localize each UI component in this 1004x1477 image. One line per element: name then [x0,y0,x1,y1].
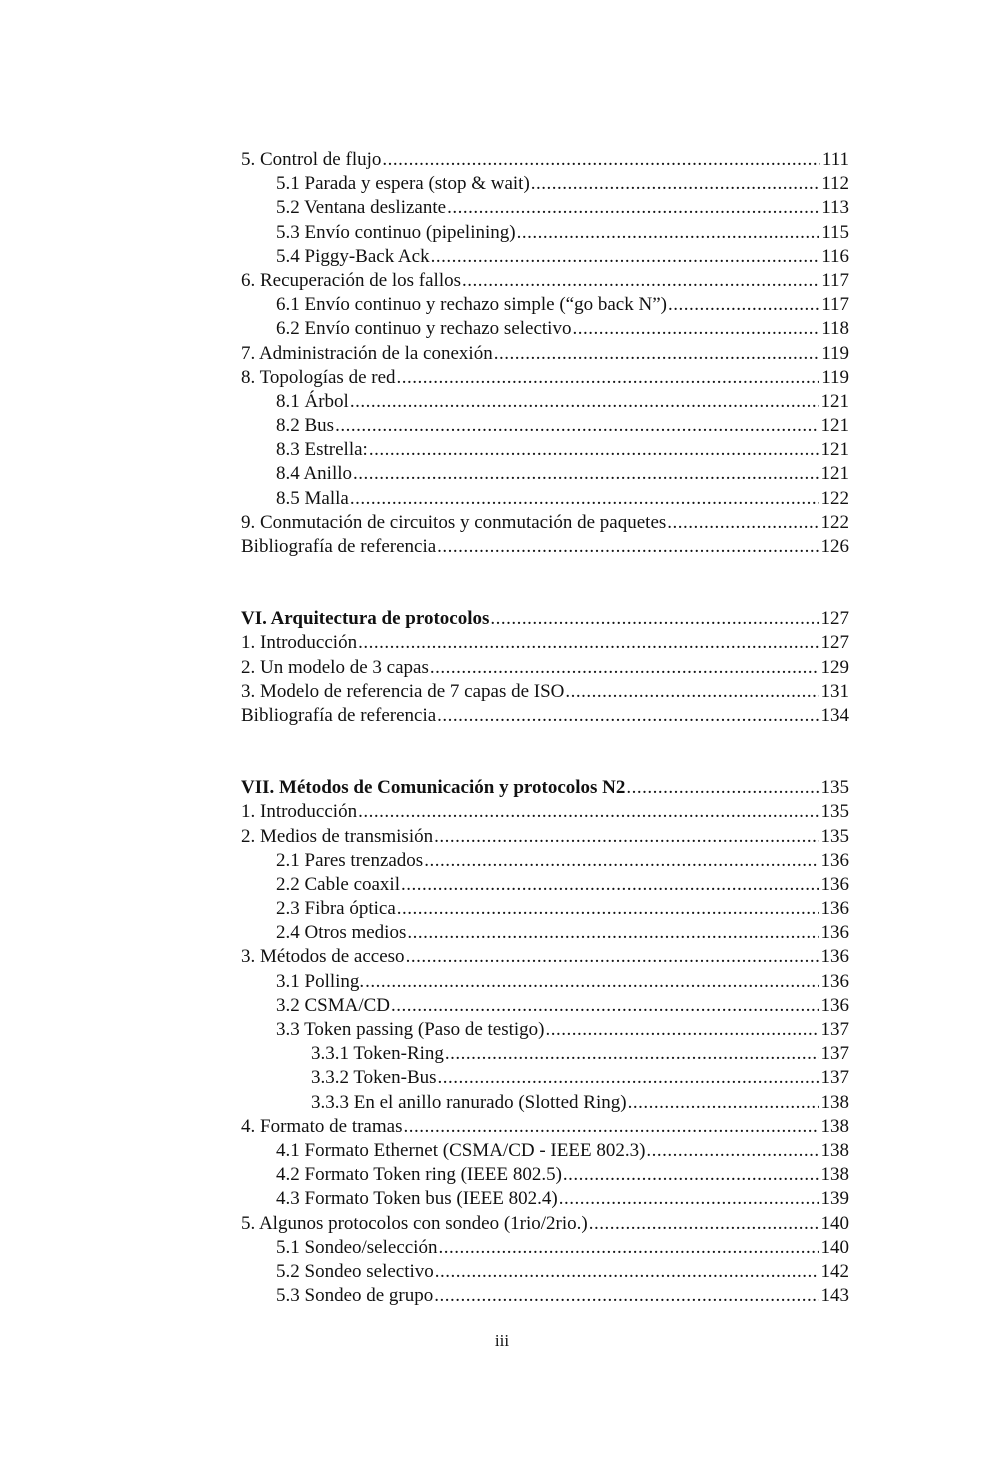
dot-leader [437,704,818,728]
toc-entry-page: 137 [820,1019,849,1040]
dot-leader [403,1115,818,1139]
dot-leader [406,945,819,969]
dot-leader [434,1284,818,1308]
dot-leader [382,148,820,172]
toc-entry [241,1091,849,1115]
toc-entry-title: 1. Introducción [241,801,358,823]
page-number: iii [494,1331,510,1350]
toc-entry [241,970,849,994]
toc-entry-page: 134 [820,704,849,726]
dot-leader [462,269,819,293]
toc-entry [241,704,849,728]
toc-entry-page: 140 [820,1212,849,1234]
dot-leader [391,994,818,1018]
toc-entry [241,1284,849,1308]
toc-entry-title: 4. Formato de tramas [241,1115,403,1137]
toc-entry [241,897,849,921]
toc-entry-title: 8.3 Estrella: [276,439,368,461]
toc-entry [241,1115,849,1139]
toc-entry-page: 121 [820,390,849,412]
toc-entry-page: 142 [820,1260,849,1282]
toc-entry-title: 3.1 Polling. [276,970,365,992]
toc-entry [241,800,849,824]
dot-leader [438,1066,819,1090]
toc-entry-title: 5.1 Parada y espera (stop & wait) [276,173,530,195]
toc-chapter-vi [241,607,849,728]
dot-leader [437,535,818,559]
toc-entry [241,342,849,366]
dot-leader [559,1187,819,1211]
toc-entry [241,945,849,969]
toc-entry-title: 2. Medios de transmisión [241,825,434,847]
dot-leader [434,825,818,849]
dot-leader [397,897,819,921]
dot-leader [350,390,819,414]
toc-entry [241,1042,849,1066]
toc-entry-title: 4.3 Formato Token bus (IEEE 802.4) [276,1188,558,1210]
toc-entry [241,414,849,438]
toc-entry [241,487,849,511]
toc-entry-title: 8. Topologías de red [241,366,396,388]
toc-entry-page: 136 [820,898,849,920]
toc-entry-title: 3.3.1 Token-Ring [311,1043,444,1065]
dot-leader [431,245,820,269]
toc-entry-title: 6.2 Envío continuo y rechazo selectivo [276,318,572,340]
dot-leader [335,414,818,438]
toc-entry-page: 118 [821,318,849,340]
toc-section-continued [241,148,849,559]
toc-entry [241,366,849,390]
toc-entry-page: 121 [820,463,849,485]
toc-entry-page: 140 [820,1236,849,1258]
toc-entry-page: 127 [820,608,849,630]
toc-entry-title: 3.3 Token passing (Paso de testigo) [276,1019,545,1040]
dot-leader [369,438,819,462]
dot-leader [358,800,818,824]
toc-entry-page: 117 [821,269,849,291]
toc-entry-title: 8.2 Bus [276,415,335,437]
toc-entry-page: 111 [821,149,849,170]
toc-entry-page: 122 [820,511,849,533]
toc-entry [241,1066,849,1090]
toc-entry-page: 139 [820,1188,849,1210]
toc-entry [241,390,849,414]
toc-entry-title: Bibliografía de referencia [241,704,437,726]
toc-entry [241,1163,849,1187]
toc-entry-title: 4.1 Formato Ethernet (CSMA/CD - IEEE 802.3) [276,1139,646,1161]
toc-entry [241,921,849,945]
toc-entry [241,269,849,293]
toc-entry-title: 8.1 Árbol [276,390,349,412]
toc-entry-title: 5. Control de flujo [241,149,382,170]
toc-entry-title: 3.3.2 Token-Bus [311,1067,437,1089]
toc-entry-title: VII. Métodos de Comunicación y protocolos N2 [241,777,626,799]
toc-entry-page: 115 [821,221,849,243]
dot-leader [358,631,818,655]
toc-entry-page: 137 [820,1043,849,1065]
toc-entry [241,438,849,462]
toc-entry-title: Bibliografía de referencia [241,536,437,557]
toc-entry-page: 138 [820,1091,849,1113]
dot-leader [628,1091,819,1115]
toc-entry-page: 136 [820,994,849,1016]
toc-entry [241,607,849,631]
toc-entry [241,680,849,704]
toc-entry-page: 127 [820,632,849,654]
dot-leader [646,1139,818,1163]
toc-entry-page: 136 [820,849,849,871]
dot-leader [353,462,818,486]
toc-entry [241,1187,849,1211]
dot-leader [424,849,818,873]
toc-entry-title: 2. Un modelo de 3 capas [241,656,429,678]
toc-entry-title: 2.2 Cable coaxil [276,873,400,895]
toc-entry-title: 3. Modelo de referencia de 7 capas de ISO [241,680,565,702]
toc-entry-title: 5.3 Sondeo de grupo [276,1285,434,1307]
toc-entry [241,825,849,849]
dot-leader [517,221,820,245]
dot-leader [531,172,819,196]
toc-entry-page: 119 [821,342,849,364]
toc-entry-title: 5. Algunos protocolos con sondeo (1rio/2rio.) [241,1212,588,1234]
toc-entry [241,317,849,341]
toc-entry [241,631,849,655]
toc-entry-page: 136 [820,946,849,968]
dot-leader [546,1018,819,1042]
dot-leader [435,1260,819,1284]
toc-entry-title: 6.1 Envío continuo y rechazo simple (“go back N”) [276,294,667,316]
toc-entry [241,776,849,800]
toc-entry [241,1236,849,1260]
toc-entry-title: VI. Arquitectura de protocolos [241,608,490,630]
dot-leader [397,366,820,390]
toc-entry-page: 126 [820,536,849,557]
toc-entry [241,873,849,897]
toc-entry-page: 138 [820,1115,849,1137]
toc-entry-page: 135 [820,825,849,847]
table-of-contents [241,148,849,1308]
toc-entry-page: 116 [821,245,849,267]
dot-leader [430,656,819,680]
dot-leader [350,487,819,511]
toc-entry-page: 136 [820,873,849,895]
toc-entry-page: 137 [820,1067,849,1089]
dot-leader [490,607,818,631]
toc-entry-page: 129 [820,656,849,678]
toc-entry-title: 5.4 Piggy-Back Ack [276,245,430,267]
dot-leader [589,1212,819,1236]
dot-leader [565,680,818,704]
toc-entry [241,1260,849,1284]
toc-entry [241,994,849,1018]
toc-entry-title: 3.3.3 En el anillo ranurado (Slotted Ring) [311,1091,627,1113]
toc-entry-page: 121 [820,439,849,461]
toc-entry [241,245,849,269]
toc-entry-page: 119 [821,366,849,388]
toc-entry-page: 117 [821,294,849,316]
dot-leader [407,921,818,945]
toc-entry [241,172,849,196]
toc-entry-title: 6. Recuperación de los fallos [241,269,462,291]
toc-entry-title: 3. Métodos de acceso [241,946,405,968]
toc-entry [241,656,849,680]
toc-entry [241,148,849,172]
toc-entry-page: 135 [820,801,849,823]
dot-leader [438,1236,818,1260]
toc-entry [241,1212,849,1236]
toc-entry-title: 5.2 Sondeo selectivo [276,1260,434,1282]
toc-entry-page: 113 [821,197,849,219]
dot-leader [445,1042,819,1066]
toc-entry [241,462,849,486]
section-spacer [241,559,849,607]
toc-entry-title: 1. Introducción [241,632,358,654]
toc-entry-page: 136 [820,922,849,944]
dot-leader [494,342,820,366]
toc-entry-page: 138 [820,1164,849,1186]
toc-entry [241,1018,849,1042]
toc-entry-page: 135 [820,777,849,799]
dot-leader [447,196,819,220]
toc-entry-page: 112 [821,173,849,195]
toc-entry-page: 131 [820,680,849,702]
toc-entry-page: 121 [820,415,849,437]
toc-entry-title: 2.4 Otros medios [276,922,407,944]
toc-entry-title: 2.1 Pares trenzados [276,849,424,871]
toc-entry-title: 8.4 Anillo [276,463,353,485]
toc-entry-title: 7. Administración de la conexión [241,342,493,364]
dot-leader [572,317,819,341]
toc-entry-page: 136 [820,970,849,992]
toc-entry-title: 5.1 Sondeo/selección [276,1236,438,1258]
toc-entry-title: 8.5 Malla [276,487,349,509]
toc-entry [241,849,849,873]
dot-leader [563,1163,819,1187]
toc-entry-page: 143 [820,1285,849,1307]
toc-entry [241,511,849,535]
dot-leader [668,293,819,317]
toc-entry-title: 2.3 Fibra óptica [276,898,396,920]
dot-leader [667,511,818,535]
toc-entry [241,535,849,559]
dot-leader [626,776,818,800]
toc-entry [241,221,849,245]
toc-entry-page: 122 [820,487,849,509]
toc-entry-title: 3.2 CSMA/CD [276,994,391,1016]
section-spacer [241,728,849,776]
toc-entry-title: 5.2 Ventana deslizante [276,197,447,219]
dot-leader [401,873,819,897]
toc-entry-page: 138 [820,1139,849,1161]
toc-chapter-vii [241,776,849,1308]
dot-leader [365,970,818,994]
toc-entry-title: 9. Conmutación de circuitos y conmutación de paquetes [241,511,667,533]
toc-entry-title: 5.3 Envío continuo (pipelining) [276,221,516,243]
toc-entry [241,196,849,220]
toc-entry-title: 4.2 Formato Token ring (IEEE 802.5) [276,1164,562,1186]
toc-entry [241,1139,849,1163]
toc-entry [241,293,849,317]
